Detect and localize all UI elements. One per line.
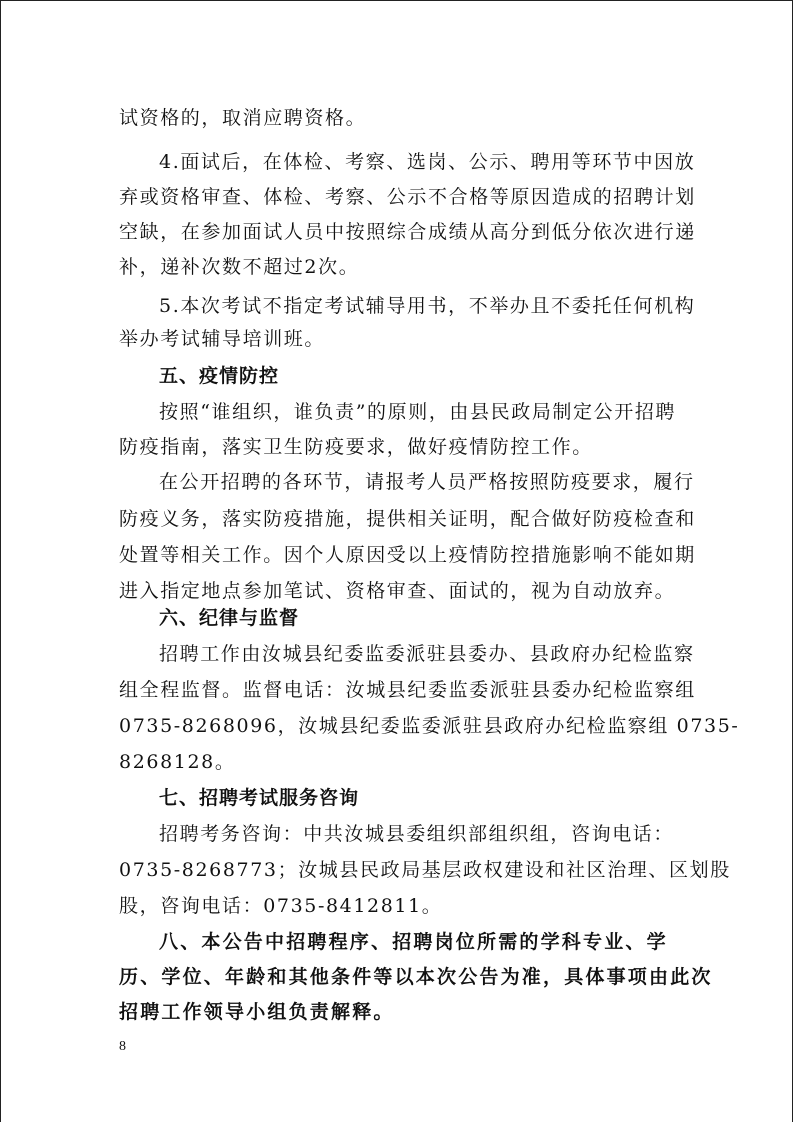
text-line: 组全程监督。监督电话：汝城县纪委监委派驻县委办纪检监察组 <box>119 679 696 701</box>
section-heading: 七、招聘考试服务咨询 <box>159 787 360 809</box>
text-line: 4.面试后，在体检、考察、选岗、公示、聘用等环节中因放 <box>159 151 696 173</box>
text-line: 防疫指南，落实卫生防疫要求，做好疫情防控工作。 <box>119 436 593 458</box>
text-line: 招聘考务咨询：中共汝城县委组织部组织组，咨询电话： <box>159 823 675 845</box>
text-line: 5.本次考试不指定考试辅导用书，不举办且不委托任何机构 <box>159 295 696 317</box>
text-line: 0735-8268773；汝城县民政局基层政权建设和社区治理、区划股 <box>119 859 731 881</box>
text-line: 股，咨询电话：0735-8412811。 <box>119 895 443 917</box>
closing-statement-line: 招聘工作领导小组负责解释。 <box>119 1001 395 1023</box>
text-line: 试资格的，取消应聘资格。 <box>119 107 367 129</box>
text-line: 在公开招聘的各环节，请报考人员严格按照防疫要求，履行 <box>159 471 695 493</box>
text-line: 补，递补次数不超过2次。 <box>119 256 360 278</box>
closing-statement-line: 八、本公告中招聘程序、招聘岗位所需的学科专业、学 <box>159 931 668 953</box>
section-heading: 五、疫情防控 <box>159 365 280 387</box>
text-line: 空缺，在参加面试人员中按照综合成绩从高分到低分依次进行递 <box>119 221 696 243</box>
text-line: 按照“谁组织，谁负责”的原则，由县民政局制定公开招聘 <box>159 401 677 423</box>
section-heading: 六、纪律与监督 <box>159 607 300 629</box>
text-line: 0735-8268096，汝城县纪委监委派驻县政府办纪检监察组 0735- <box>119 715 740 737</box>
text-line: 防疫义务，落实防疫措施，提供相关证明，配合做好防疫检查和 <box>119 508 696 530</box>
closing-statement-line: 历、学位、年龄和其他条件等以本次公告为准，具体事项由此次 <box>119 966 713 988</box>
page-number: 8 <box>119 1039 126 1054</box>
text-line: 8268128。 <box>119 751 236 773</box>
text-line: 处置等相关工作。因个人原因受以上疫情防控措施影响不能如期 <box>119 544 696 566</box>
text-line: 招聘工作由汝城县纪委监委派驻县委办、县政府办纪检监察 <box>159 643 695 665</box>
text-line: 进入指定地点参加笔试、资格审查、面试的，视为自动放弃。 <box>119 580 676 602</box>
text-line: 举办考试辅导培训班。 <box>119 328 326 350</box>
text-line: 弃或资格审查、体检、考察、公示不合格等原因造成的招聘计划 <box>119 186 696 208</box>
